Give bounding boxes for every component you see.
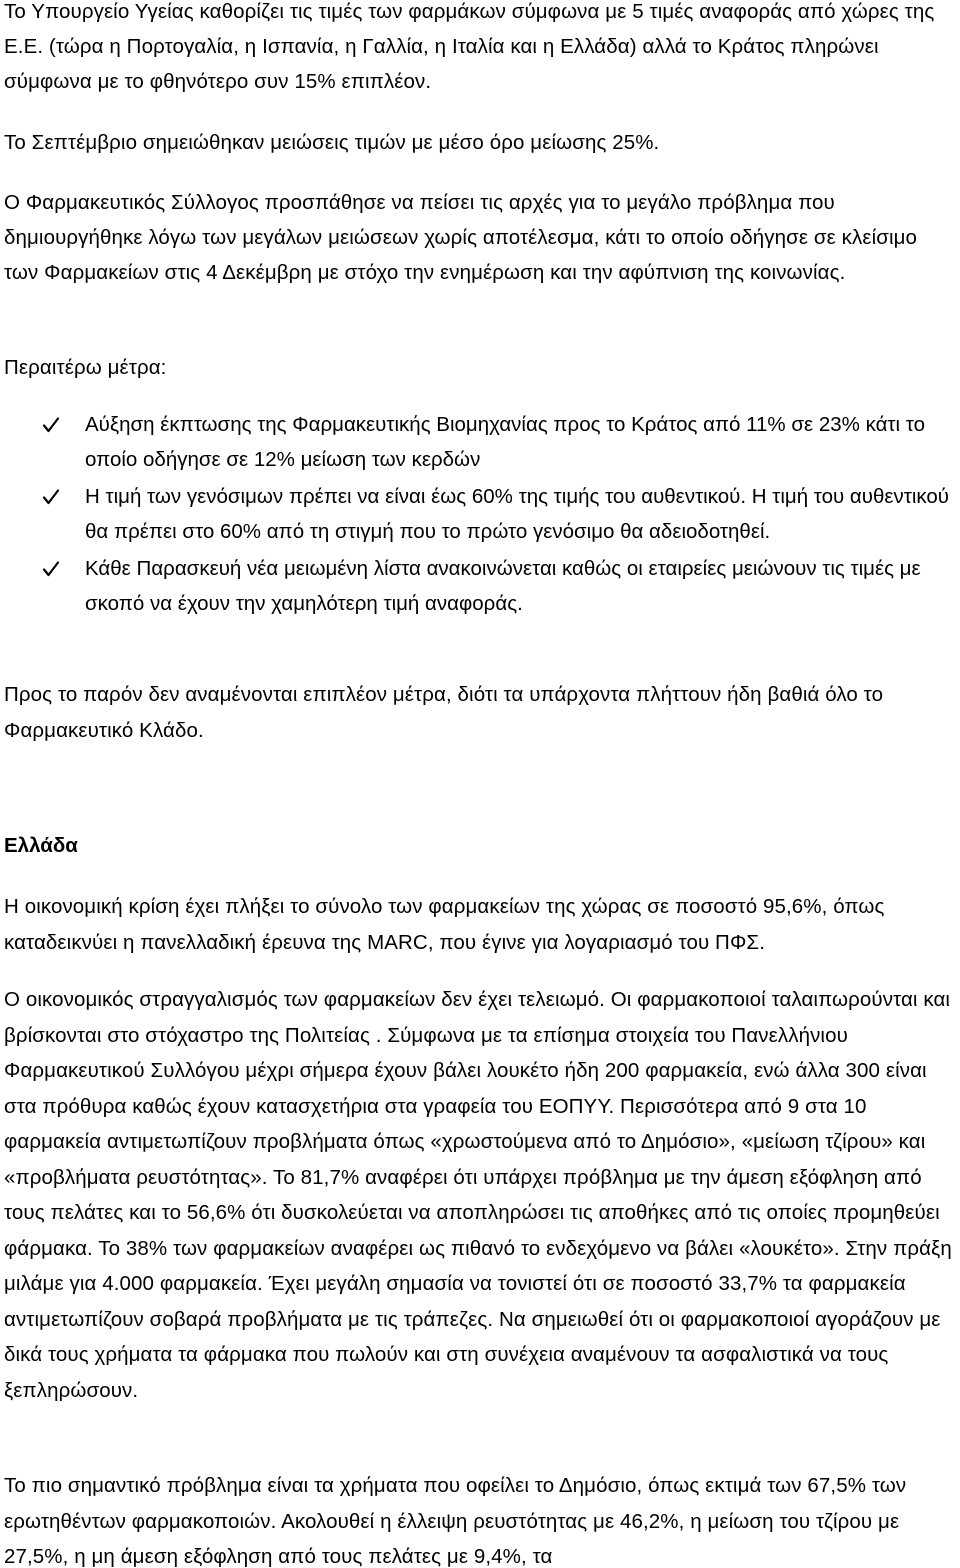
- list-item-text: Η τιμή των γενόσιμων πρέπει να είναι έως 60% της τιμής του αυθεντικού. Η τιμή του αυθεντικού θα πρέπει στο 60% από τη στιγμή που το πρώτο γενόσιμο θα αδειοδοτηθεί.: [85, 485, 950, 543]
- paragraph-pharmacy-association: [4, 185, 954, 290]
- list-item: [0, 551, 953, 621]
- paragraph-text: Η οικονομική κρίση έχει πλήξει το σύνολο των φαρμακείων της χώρας σε ποσοστό 95,6%, όπως καταδεικνύει η πανελλαδική έρευνα της MARC, που έγινε για λογαριασμό του ΠΦΣ.: [4, 895, 885, 954]
- list-item: [0, 407, 953, 477]
- list-item: [0, 479, 953, 549]
- paragraph-economic-crisis: [4, 889, 954, 960]
- paragraph-text: Προς το παρόν δεν αναμένονται επιπλέον μέτρα, διότι τα υπάρχοντα πλήττουν ήδη βαθιά όλο το Φαρμακευτικό Κλάδο.: [4, 683, 884, 742]
- paragraph-further-measures-label: [4, 350, 954, 385]
- check-mark-icon: [42, 407, 62, 442]
- paragraph-economic-strangulation: [4, 982, 954, 1408]
- list-item-text: Αύξηση έκπτωσης της Φαρμακευτικής Βιομηχανίας προς το Κράτος από 11% σε 23% κάτι το οποίο οδήγησε σε 12% μείωση των κερδών: [85, 413, 925, 471]
- section-heading-greece: Ελλάδα: [4, 834, 78, 857]
- measures-list: [0, 407, 960, 623]
- paragraph-text: Το Σεπτέμβριο σημειώθηκαν μειώσεις τιμών με μέσο όρο μείωσης 25%.: [4, 131, 660, 154]
- paragraph-no-more-measures: [4, 677, 954, 748]
- paragraph-september-cuts: [4, 125, 954, 160]
- paragraph-text: Ο οικονομικός στραγγαλισμός των φαρμακείων δεν έχει τελειωμό. Οι φαρμακοποιοί ταλαιπωρούνται και βρίσκονται στο στόχαστρο της Πολιτείας . Σύμφωνα με τα επίσημα στοιχεία του Πανελλήνιου Φαρμακευτικού Συλλόγου μέχρι σήμερα έχουν βάλει λουκέτο ήδη 200 φαρμακεία, ενώ άλλα 300 είναι στα πρόθυρα καθώς έχουν κατασχετήρια στα γραφεία του ΕΟΠΥΥ. Περισσότερα από 9 στα 10 φαρμακεία αντιμετωπίζουν προβλήματα όπως «χρωστούμενα από το Δημόσιο», «μείωση τζίρου» και «προβλήματα ρευστότητας». Το 81,7% αναφέρει ότι υπάρχει πρόβλημα με την άμεση εξόφληση από τους πελάτες και το 56,6% ότι δυσκολεύεται να αποπληρώσει τις αποθήκες από τις οποίες προμηθεύει φάρμακα. Το 38% των φαρμακείων αναφέρει ως πιθανό το ενδεχόμενο να βάλει «λουκέτο». Στην πράξη μιλάμε για 4.000 φαρμακεία. Έχει μεγάλη σημασία να τονιστεί ότι σε ποσοστό 33,7% τα φαρμακεία αντιμετωπίζουν σοβαρά προβλήματα με τις τράπεζες. Να σημειωθεί ότι οι φαρμακοποιοί αγοράζουν με δικά τους χρήματα τα φάρμακα που πωλούν και στη συνέχεια αναμένουν τα ασφαλιστικά να τους ξεπληρώσουν.: [4, 988, 952, 1402]
- paragraph-text: Ο Φαρμακευτικός Σύλλογος προσπάθησε να πείσει τις αρχές για το μεγάλο πρόβλημα που δημιουργήθηκε λόγω των μεγάλων μειώσεων χωρίς αποτέλεσμα, κάτι το οποίο οδήγησε σε κλείσιμο των Φαρμακείων στις 4 Δεκέμβρη με στόχο την ενημέρωση και την αφύπνιση της κοινωνίας.: [4, 191, 918, 284]
- check-mark-icon: [42, 479, 62, 514]
- paragraph-main-problem: [4, 1468, 954, 1568]
- paragraph-text: Το πιο σημαντικό πρόβλημα είναι τα χρήματα που οφείλει το Δημόσιο, όπως εκτιμά των 67,5% των ερωτηθέντων φαρμακοποιών. Ακολουθεί η έλλειψη ρευστότητας με 46,2%, η μείωση του τζίρου με 27,5%, η μη άμεση εξόφληση από τους πελάτες με 9,4%, τα: [4, 1474, 907, 1568]
- paragraph-reference-prices: [4, 0, 954, 99]
- paragraph-text: Το Υπουργείο Υγείας καθορίζει τις τιμές των φαρμάκων σύμφωνα με 5 τιμές αναφοράς από χώρες της Ε.Ε. (τώρα η Πορτογαλία, η Ισπανία, η Γαλλία, η Ιταλία και η Ελλάδα) αλλά το Κράτος πληρώνει σύμφωνα με το φθηνότερο συν 15% επιπλέον.: [4, 0, 935, 93]
- list-item-text: Κάθε Παρασκευή νέα μειωμένη λίστα ανακοινώνεται καθώς οι εταιρείες μειώνουν τις τιμές με σκοπό να έχουν την χαμηλότερη τιμή αναφοράς.: [85, 557, 921, 615]
- paragraph-text: Περαιτέρω μέτρα:: [4, 356, 167, 379]
- check-mark-icon: [42, 551, 62, 586]
